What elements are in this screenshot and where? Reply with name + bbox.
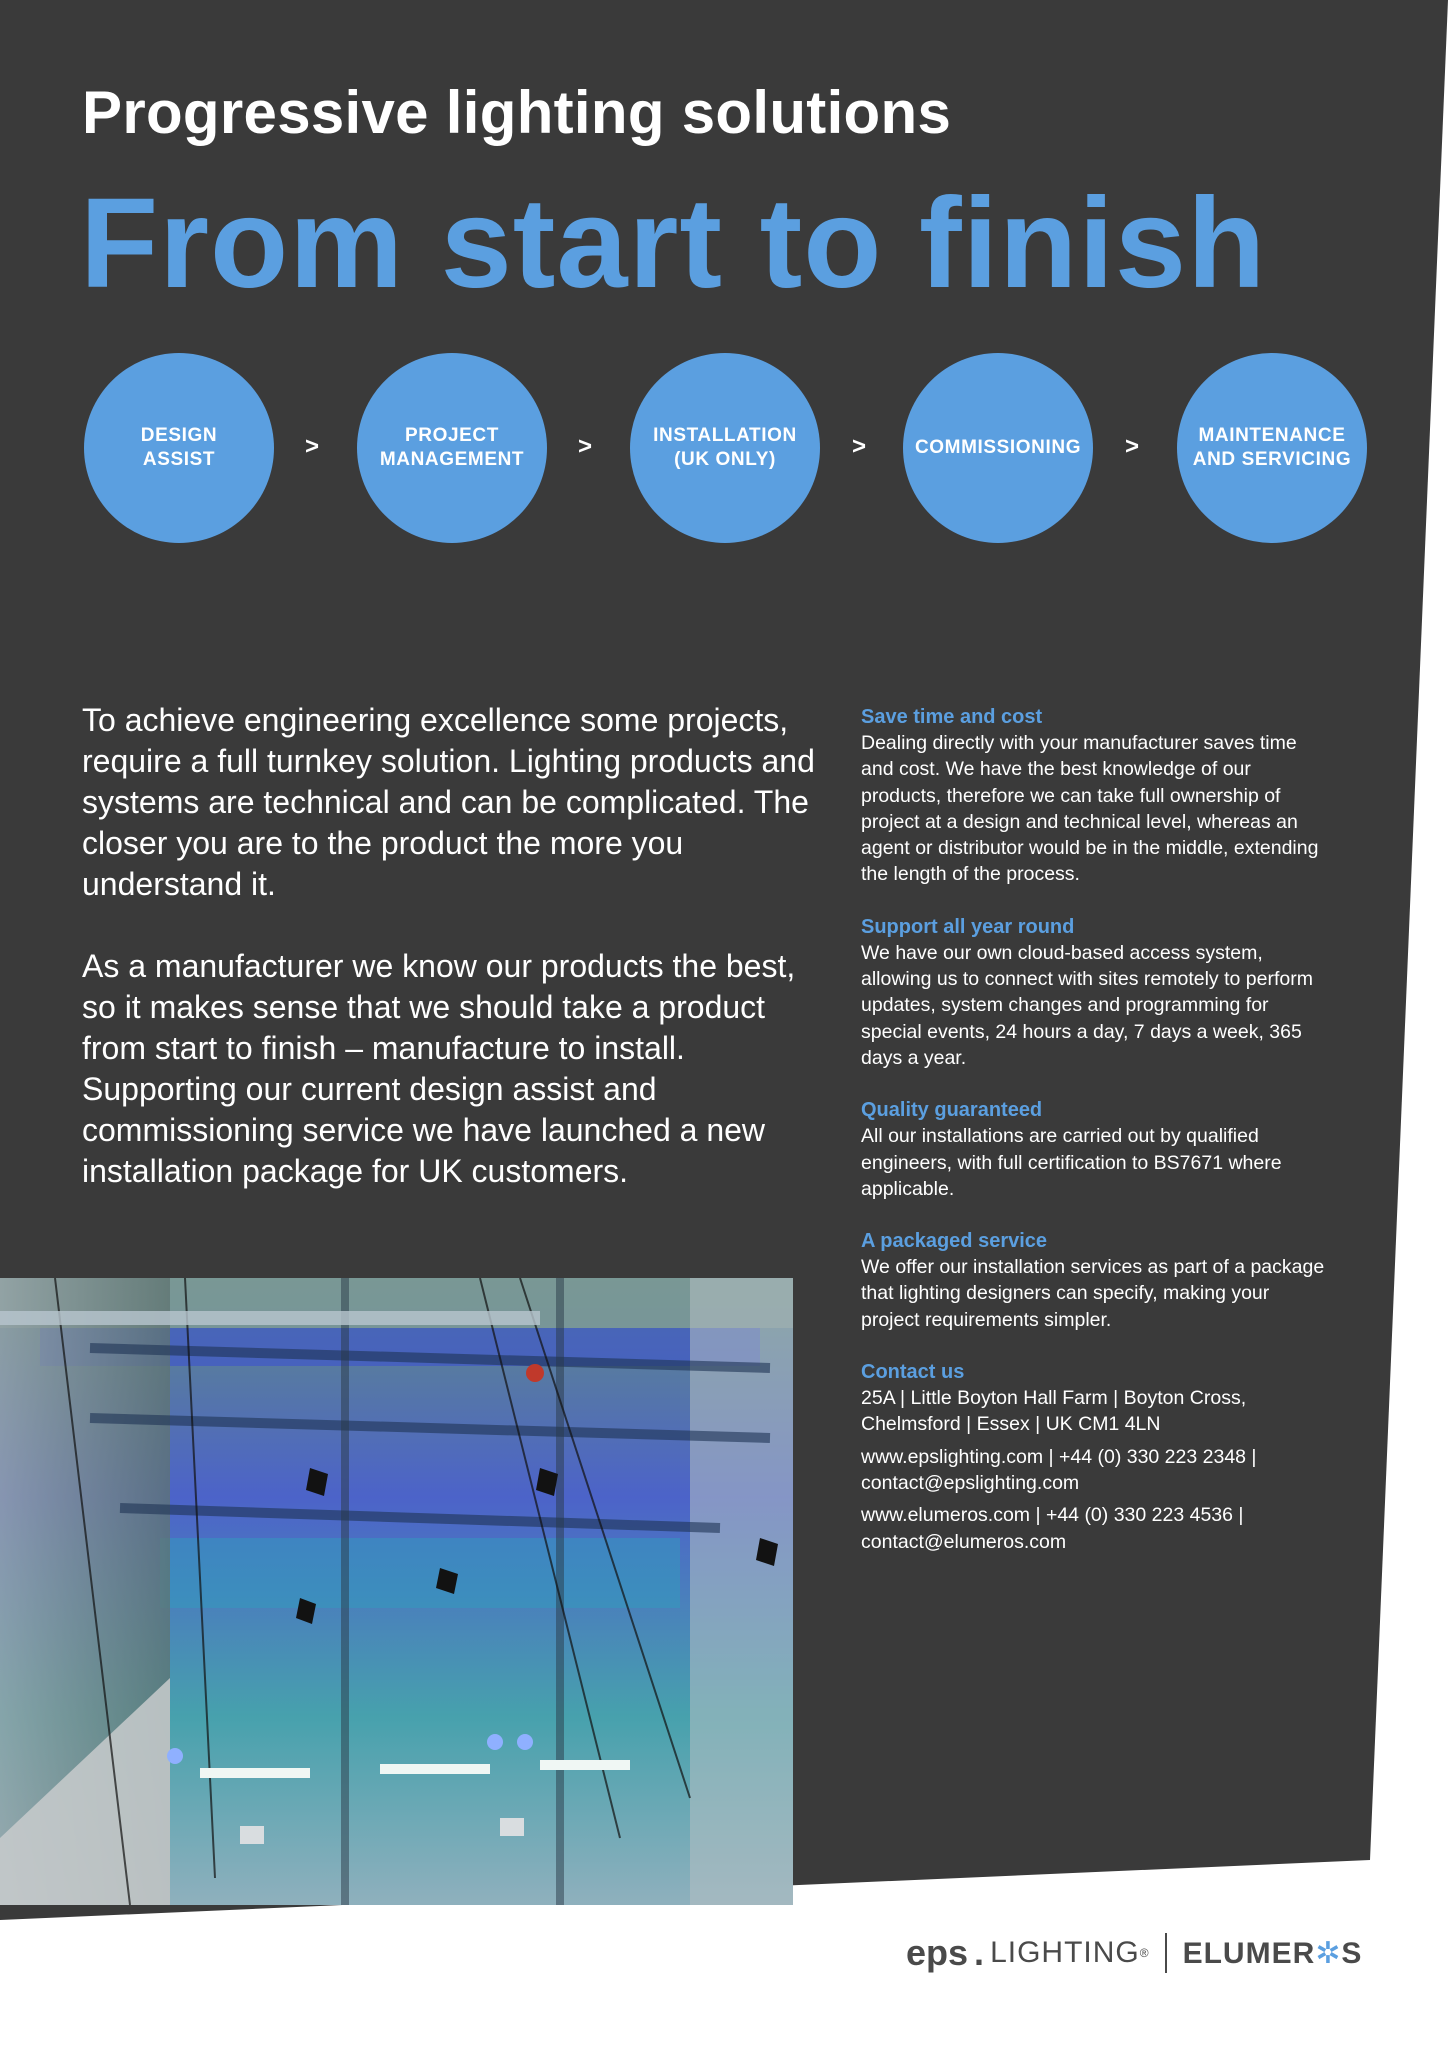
step-arrow: > [578,433,593,460]
section-contact [861,1359,1331,1555]
step-installation: INSTALLATION (UK ONLY) [630,353,820,543]
contact-elumeros-link[interactable]: www.elumeros.com | +44 (0) 330 223 4536 | [861,1504,1244,1527]
section-body: All our installations are carried out by qualified engineers, with full certification to BS7671 where applicable. [861,1125,1282,1200]
intro-paragraph: To achieve engineering excellence some projects, require a full turnkey solution. Lighting products and systems are technical and can be complicated. The closer you are to the product the more you understand it. [82,702,815,902]
section-heading: Support all year round [861,915,1075,938]
contact-address: 25A | Little Boyton Hall Farm | Boyton Cross, [861,1387,1247,1410]
registered-mark: ® [1139,1946,1149,1960]
step-arrow: > [1125,433,1140,460]
step-arrow: > [852,433,867,460]
section-body: Dealing directly with your manufacturer saves time and cost. We have the best knowledge of our products, therefore we can take full ownership of project at a design and technical level, whereas an agent or distributor would be in the middle, extending the length of the process. [861,732,1319,886]
step-design-assist: DESIGN ASSIST [84,353,274,543]
section-body: We have our own cloud-based access system, allowing us to connect with sites remotely to perform updates, system changes and programming for special events, 24 hours a day, 7 days a week, 365 days a year. [861,941,1313,1069]
contact-elumeros-email[interactable]: contact@elumeros.com [861,1530,1067,1553]
eps-logo-lighting: LIGHTING [990,1936,1140,1969]
section-heading: A packaged service [861,1230,1048,1253]
section-heading: Save time and cost [861,706,1043,728]
page-title: From start to finish [80,172,1267,315]
section-heading: Quality guaranteed [861,1099,1043,1122]
intro-paragraph: As a manufacturer we know our products the best, so it makes sense that we should take a product from start to finish – manufacture to install. Supporting our current design assist and commissioning service we have launched a new installation package for UK customers. [82,948,796,1189]
installation-photo [0,1278,793,1905]
eps-logo-dot: . [974,1932,985,1973]
elumeros-logo: ELUMER✲S [1182,1936,1363,1970]
brand-logos [906,1928,1362,1978]
intro-text [82,700,822,1233]
section-body: We offer our installation services as part of a package that lighting designers can specify, making your project requirements simpler. [861,1256,1325,1331]
section-support [861,914,1331,1071]
contact-heading: Contact us [861,1361,965,1384]
headline: Progressive lighting solutions [82,79,952,146]
contact-eps-email[interactable]: contact@epslighting.com [861,1471,1080,1494]
eps-logo-text: eps [906,1932,969,1973]
contact-address: Chelmsford | Essex | UK CM1 4LN [861,1413,1161,1436]
step-arrow: > [305,433,320,460]
sidebar [861,704,1331,1581]
section-save-time [861,704,1331,888]
section-quality [861,1097,1331,1202]
step-commissioning: COMMISSIONING [903,353,1093,543]
contact-eps-link[interactable]: www.epslighting.com | +44 (0) 330 223 2348 | [861,1445,1257,1468]
step-project-management: PROJECT MANAGEMENT [357,353,547,543]
lighting-photo-illustration [0,1278,793,1905]
section-packaged [861,1228,1331,1333]
logo-divider [1165,1933,1167,1973]
step-maintenance: MAINTENANCE AND SERVICING [1177,353,1367,543]
elumeros-star-icon: ✲ [1315,1936,1342,1970]
